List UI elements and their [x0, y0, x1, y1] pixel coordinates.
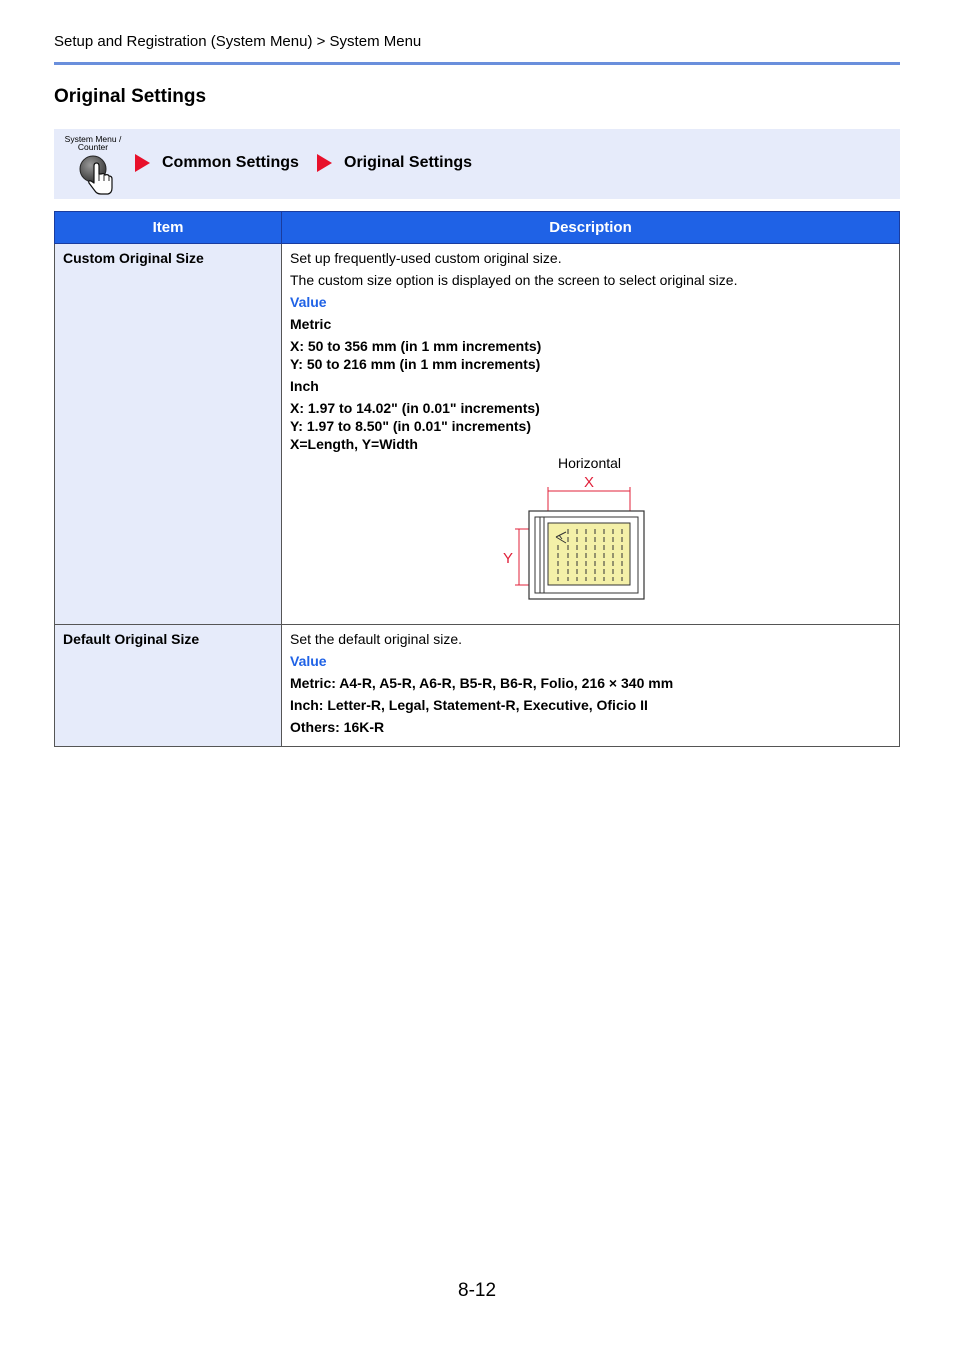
nav-step-label: Common Settings	[162, 154, 299, 171]
description-cell	[282, 244, 900, 625]
column-header-description: Description	[282, 212, 900, 244]
settings-table	[54, 211, 900, 747]
nav-step-original-settings[interactable]	[316, 153, 472, 173]
description-text: The custom size option is displayed on the screen to select original size.	[290, 272, 738, 288]
running-header: Setup and Registration (System Menu) > System Menu	[54, 33, 422, 50]
inch-y-range: Y: 1.97 to 8.50" (in 0.01" increments)	[290, 418, 531, 434]
inch-label: Inch	[290, 378, 319, 394]
table-header-row	[55, 212, 900, 244]
description-cell	[282, 625, 900, 747]
nav-step-label: Original Settings	[344, 154, 473, 171]
system-menu-key-caption	[60, 135, 126, 151]
metric-label: Metric	[290, 316, 332, 332]
value-option: Metric: A4-R, A5-R, A6-R, B5-R, B6-R, Folio, 216 × 340 mm	[290, 675, 674, 691]
original-placement-figure	[290, 455, 891, 603]
page-number: 8-12	[458, 1280, 497, 1301]
system-menu-counter-key[interactable]	[60, 135, 126, 197]
value-heading: Value	[290, 653, 327, 669]
metric-x-range: X: 50 to 356 mm (in 1 mm increments)	[290, 338, 542, 354]
value-heading: Value	[290, 294, 327, 310]
inch-x-range: X: 1.97 to 14.02" (in 0.01" increments)	[290, 400, 540, 416]
key-caption-line2: Counter	[77, 142, 109, 152]
header-rule	[54, 62, 900, 65]
value-option: Others: 16K-R	[290, 719, 385, 735]
value-option: Inch: Letter-R, Legal, Statement-R, Executive, Oficio II	[290, 697, 648, 713]
section-title: Original Settings	[54, 86, 207, 107]
triangle-arrow-icon	[316, 153, 333, 173]
item-custom-original-size: Custom Original Size	[55, 244, 282, 625]
original-document	[548, 523, 630, 585]
nav-step-common-settings[interactable]	[134, 153, 299, 173]
key-caption-line1: System Menu /	[64, 134, 122, 144]
figure-caption: Horizontal	[558, 455, 622, 471]
table-row	[55, 625, 900, 747]
item-default-original-size: Default Original Size	[55, 625, 282, 747]
table-row	[55, 244, 900, 625]
column-header-item: Item	[55, 212, 282, 244]
dimension-note: X=Length, Y=Width	[290, 436, 418, 452]
y-label: Y	[503, 550, 514, 567]
triangle-arrow-icon	[134, 153, 151, 173]
pressing-finger-icon	[77, 153, 117, 197]
navigation-path	[54, 129, 900, 199]
description-text: Set up frequently-used custom original size.	[290, 250, 562, 266]
metric-y-range: Y: 50 to 216 mm (in 1 mm increments)	[290, 356, 541, 372]
x-label: X	[584, 474, 595, 491]
description-text: Set the default original size.	[290, 631, 462, 647]
original-on-glass-illustration	[503, 474, 674, 601]
